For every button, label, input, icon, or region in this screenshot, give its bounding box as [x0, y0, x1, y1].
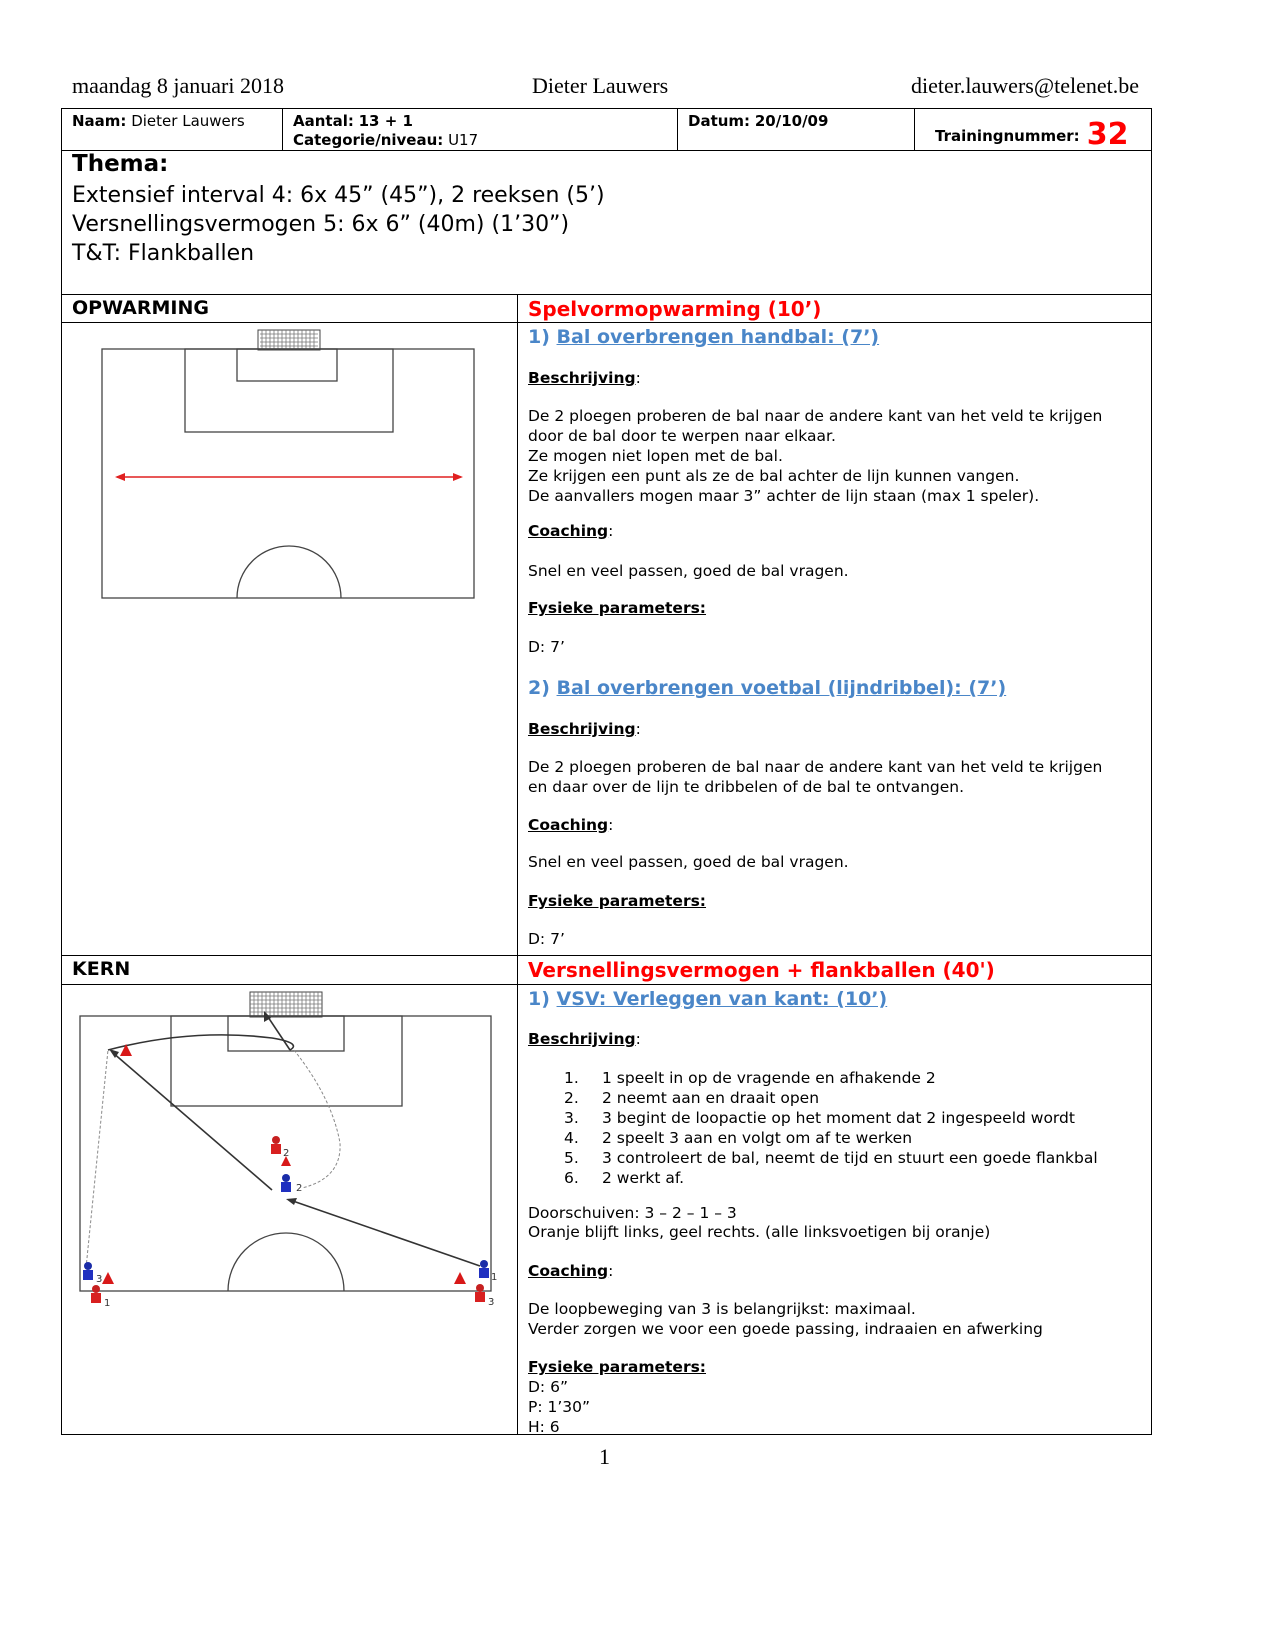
thema-line: T&T: Flankballen — [72, 241, 255, 266]
player-icon — [271, 1136, 281, 1154]
aantal-field — [293, 112, 413, 131]
description-line: De 2 ploegen proberen de bal naar de andere kant van het veld te krijgen — [528, 407, 1103, 425]
fysiek-line: P: 1’30” — [528, 1398, 591, 1416]
opwarming-ex2-fysiek-label — [528, 891, 706, 911]
step-item — [528, 1128, 1138, 1148]
kern-ex1-coaching-label: Coaching: — [528, 1262, 614, 1280]
description-line: Ze mogen niet lopen met de bal. — [528, 447, 783, 465]
opwarming-ex1-coaching-label: Coaching: — [528, 522, 614, 540]
opwarming-ex1-fysiek: D: 7’ — [528, 638, 565, 656]
goal-net — [250, 992, 322, 1017]
training-number: 32 — [1086, 117, 1129, 152]
kern-label: KERN — [72, 958, 131, 980]
player-icon — [475, 1284, 485, 1302]
beschrijving-label: Beschrijving — [528, 369, 636, 387]
coaching-line: Verder zorgen we voor een goede passing, indraaien en afwerking — [528, 1320, 1043, 1338]
pitch-outline — [102, 349, 474, 598]
field-diagram-1 — [95, 325, 485, 605]
coaching-label: Coaching — [528, 522, 609, 540]
kern-ex1-fysiek — [528, 1357, 706, 1437]
kern-ex1-oranje: Oranje blijft links, geel rechts. (alle linksvoetigen bij oranje) — [528, 1223, 991, 1241]
page-number: 1 — [599, 1444, 610, 1469]
description-line: De aanvallers mogen maar 3” achter de lijn staan (max 1 speler). — [528, 487, 1040, 505]
fysiek-label: Fysieke parameters: — [528, 892, 707, 910]
datum-label: Datum: — [688, 112, 751, 130]
fysiek-line: D: 6” — [528, 1378, 568, 1396]
coaching-label: Coaching — [528, 1262, 609, 1280]
description-line: door de bal door te werpen naar elkaar. — [528, 427, 836, 445]
opwarming-ex1-beschrijving: Beschrijving: — [528, 369, 641, 387]
player-number-label: 2 — [283, 1148, 290, 1159]
opwarming-ex1-coaching: Snel en veel passen, goed de bal vragen. — [528, 562, 849, 580]
step-text: 1 speelt in op de vragende en afhakende 2 — [602, 1069, 936, 1087]
step-item — [528, 1168, 1138, 1188]
categorie-label: Categorie/niveau: — [293, 131, 444, 149]
beschrijving-label: Beschrijving — [528, 720, 636, 738]
field-diagram-2 — [72, 988, 502, 1318]
player-number-label: 3 — [96, 1274, 103, 1285]
naam-field — [72, 112, 245, 131]
step-number: 6. — [564, 1169, 579, 1187]
kern-ex1-beschrijving: Beschrijving: — [528, 1030, 641, 1048]
opwarming-ex1-description — [528, 406, 1102, 506]
naam-label: Naam: — [72, 112, 127, 130]
aantal-label: Aantal: — [293, 112, 354, 130]
fysiek-label: Fysieke parameters: — [528, 1358, 707, 1376]
step-number: 2. — [564, 1089, 579, 1107]
opwarming-ex2-fysiek: D: 7’ — [528, 930, 565, 948]
step-number: 3. — [564, 1109, 579, 1127]
coaching-label: Coaching — [528, 816, 609, 834]
categorie-field — [293, 131, 478, 150]
description-line: Ze krijgen een punt als ze de bal achter de lijn kunnen vangen. — [528, 467, 1020, 485]
opwarming-ex2-coaching: Snel en veel passen, goed de bal vragen. — [528, 853, 849, 871]
opwarming-label: OPWARMING — [72, 297, 209, 319]
penalty-area — [185, 349, 393, 432]
opwarming-ex1-fysiek-label — [528, 598, 706, 618]
thema-line: Extensief interval 4: 6x 45” (45”), 2 reeksen (5’) — [72, 183, 605, 208]
player-icon — [281, 1174, 291, 1192]
ex-title-text: Bal overbrengen handbal: (7’) — [556, 326, 880, 348]
player-icon — [479, 1260, 489, 1278]
naam-value: Dieter Lauwers — [131, 112, 245, 130]
cone-icon — [454, 1272, 466, 1284]
opwarming-ex2-coaching-label: Coaching: — [528, 816, 614, 834]
thema-line: Versnellingsvermogen 5: 6x 6” (40m) (1’30”) — [72, 212, 570, 237]
coaching-line: De loopbeweging van 3 is belangrijkst: maximaal. — [528, 1300, 916, 1318]
step-number: 4. — [564, 1129, 579, 1147]
ex-title-text: Bal overbrengen voetbal (lijndribbel): (7’) — [556, 677, 1007, 699]
center-circle — [228, 1233, 344, 1291]
aantal-value: 13 + 1 — [358, 112, 413, 130]
step-text: 2 neemt aan en draait open — [602, 1089, 820, 1107]
opwarming-ex2-beschrijving: Beschrijving: — [528, 720, 641, 738]
kern-title: Versnellingsvermogen + flankballen (40') — [528, 958, 995, 982]
header-date: maandag 8 januari 2018 — [72, 73, 284, 98]
fysiek-line: H: 6 — [528, 1418, 560, 1436]
kern-ex1-coaching — [528, 1299, 1043, 1339]
goal-area — [237, 349, 337, 381]
player-number-label: 1 — [104, 1298, 111, 1309]
goal-net — [258, 330, 320, 350]
description-line: en daar over de lijn te dribbelen of de bal te ontvangen. — [528, 778, 965, 796]
player-number-label: 2 — [296, 1183, 303, 1194]
step-item — [528, 1088, 1138, 1108]
opwarming-ex2-description — [528, 757, 1102, 797]
player-number-label: 3 — [488, 1297, 495, 1308]
opwarming-ex2-title[interactable] — [528, 677, 1006, 699]
thema-title: Thema: — [72, 151, 169, 177]
training-number-field — [935, 114, 1129, 152]
step-text: 3 begint de loopactie op het moment dat 2 ingespeeld wordt — [602, 1109, 1075, 1127]
datum-field — [688, 112, 828, 131]
ex-number: 1) — [528, 326, 550, 348]
ex-title-text: VSV: Verleggen van kant: (10’) — [556, 988, 888, 1010]
goal-area — [228, 1016, 344, 1051]
categorie-value: U17 — [448, 131, 479, 149]
pass-arrows — [108, 1011, 480, 1266]
step-item — [528, 1148, 1138, 1168]
header-email: dieter.lauwers@telenet.be — [911, 73, 1139, 98]
player-icon — [91, 1285, 101, 1303]
player-icon — [83, 1262, 93, 1280]
step-text: 3 controleert de bal, neemt de tijd en stuurt een goede flankbal — [602, 1149, 1098, 1167]
thema-lines — [72, 181, 605, 268]
ex-number: 1) — [528, 988, 550, 1010]
ex-number: 2) — [528, 677, 550, 699]
step-item — [528, 1068, 1138, 1088]
opwarming-ex1-title[interactable] — [528, 326, 879, 348]
kern-ex1-doorschuiven: Doorschuiven: 3 – 2 – 1 – 3 — [528, 1204, 737, 1222]
opwarming-title: Spelvormopwarming (10’) — [528, 297, 822, 321]
header-author: Dieter Lauwers — [532, 73, 669, 98]
player-number-label: 1 — [491, 1272, 498, 1283]
center-circle — [237, 546, 341, 598]
kern-ex1-title[interactable] — [528, 988, 887, 1010]
kern-ex1-steps — [528, 1068, 1138, 1188]
red-double-arrow — [115, 473, 463, 481]
step-text: 2 werkt af. — [602, 1169, 685, 1187]
beschrijving-label: Beschrijving — [528, 1030, 636, 1048]
fysiek-label: Fysieke parameters: — [528, 599, 707, 617]
training-label: Trainingnummer: — [935, 127, 1080, 145]
description-line: De 2 ploegen proberen de bal naar de andere kant van het veld te krijgen — [528, 758, 1103, 776]
step-number: 5. — [564, 1149, 579, 1167]
step-number: 1. — [564, 1069, 579, 1087]
step-text: 2 speelt 3 aan en volgt om af te werken — [602, 1129, 913, 1147]
datum-value: 20/10/09 — [754, 112, 829, 130]
step-item — [528, 1108, 1138, 1128]
penalty-area — [171, 1016, 402, 1106]
cone-icon — [102, 1272, 114, 1284]
